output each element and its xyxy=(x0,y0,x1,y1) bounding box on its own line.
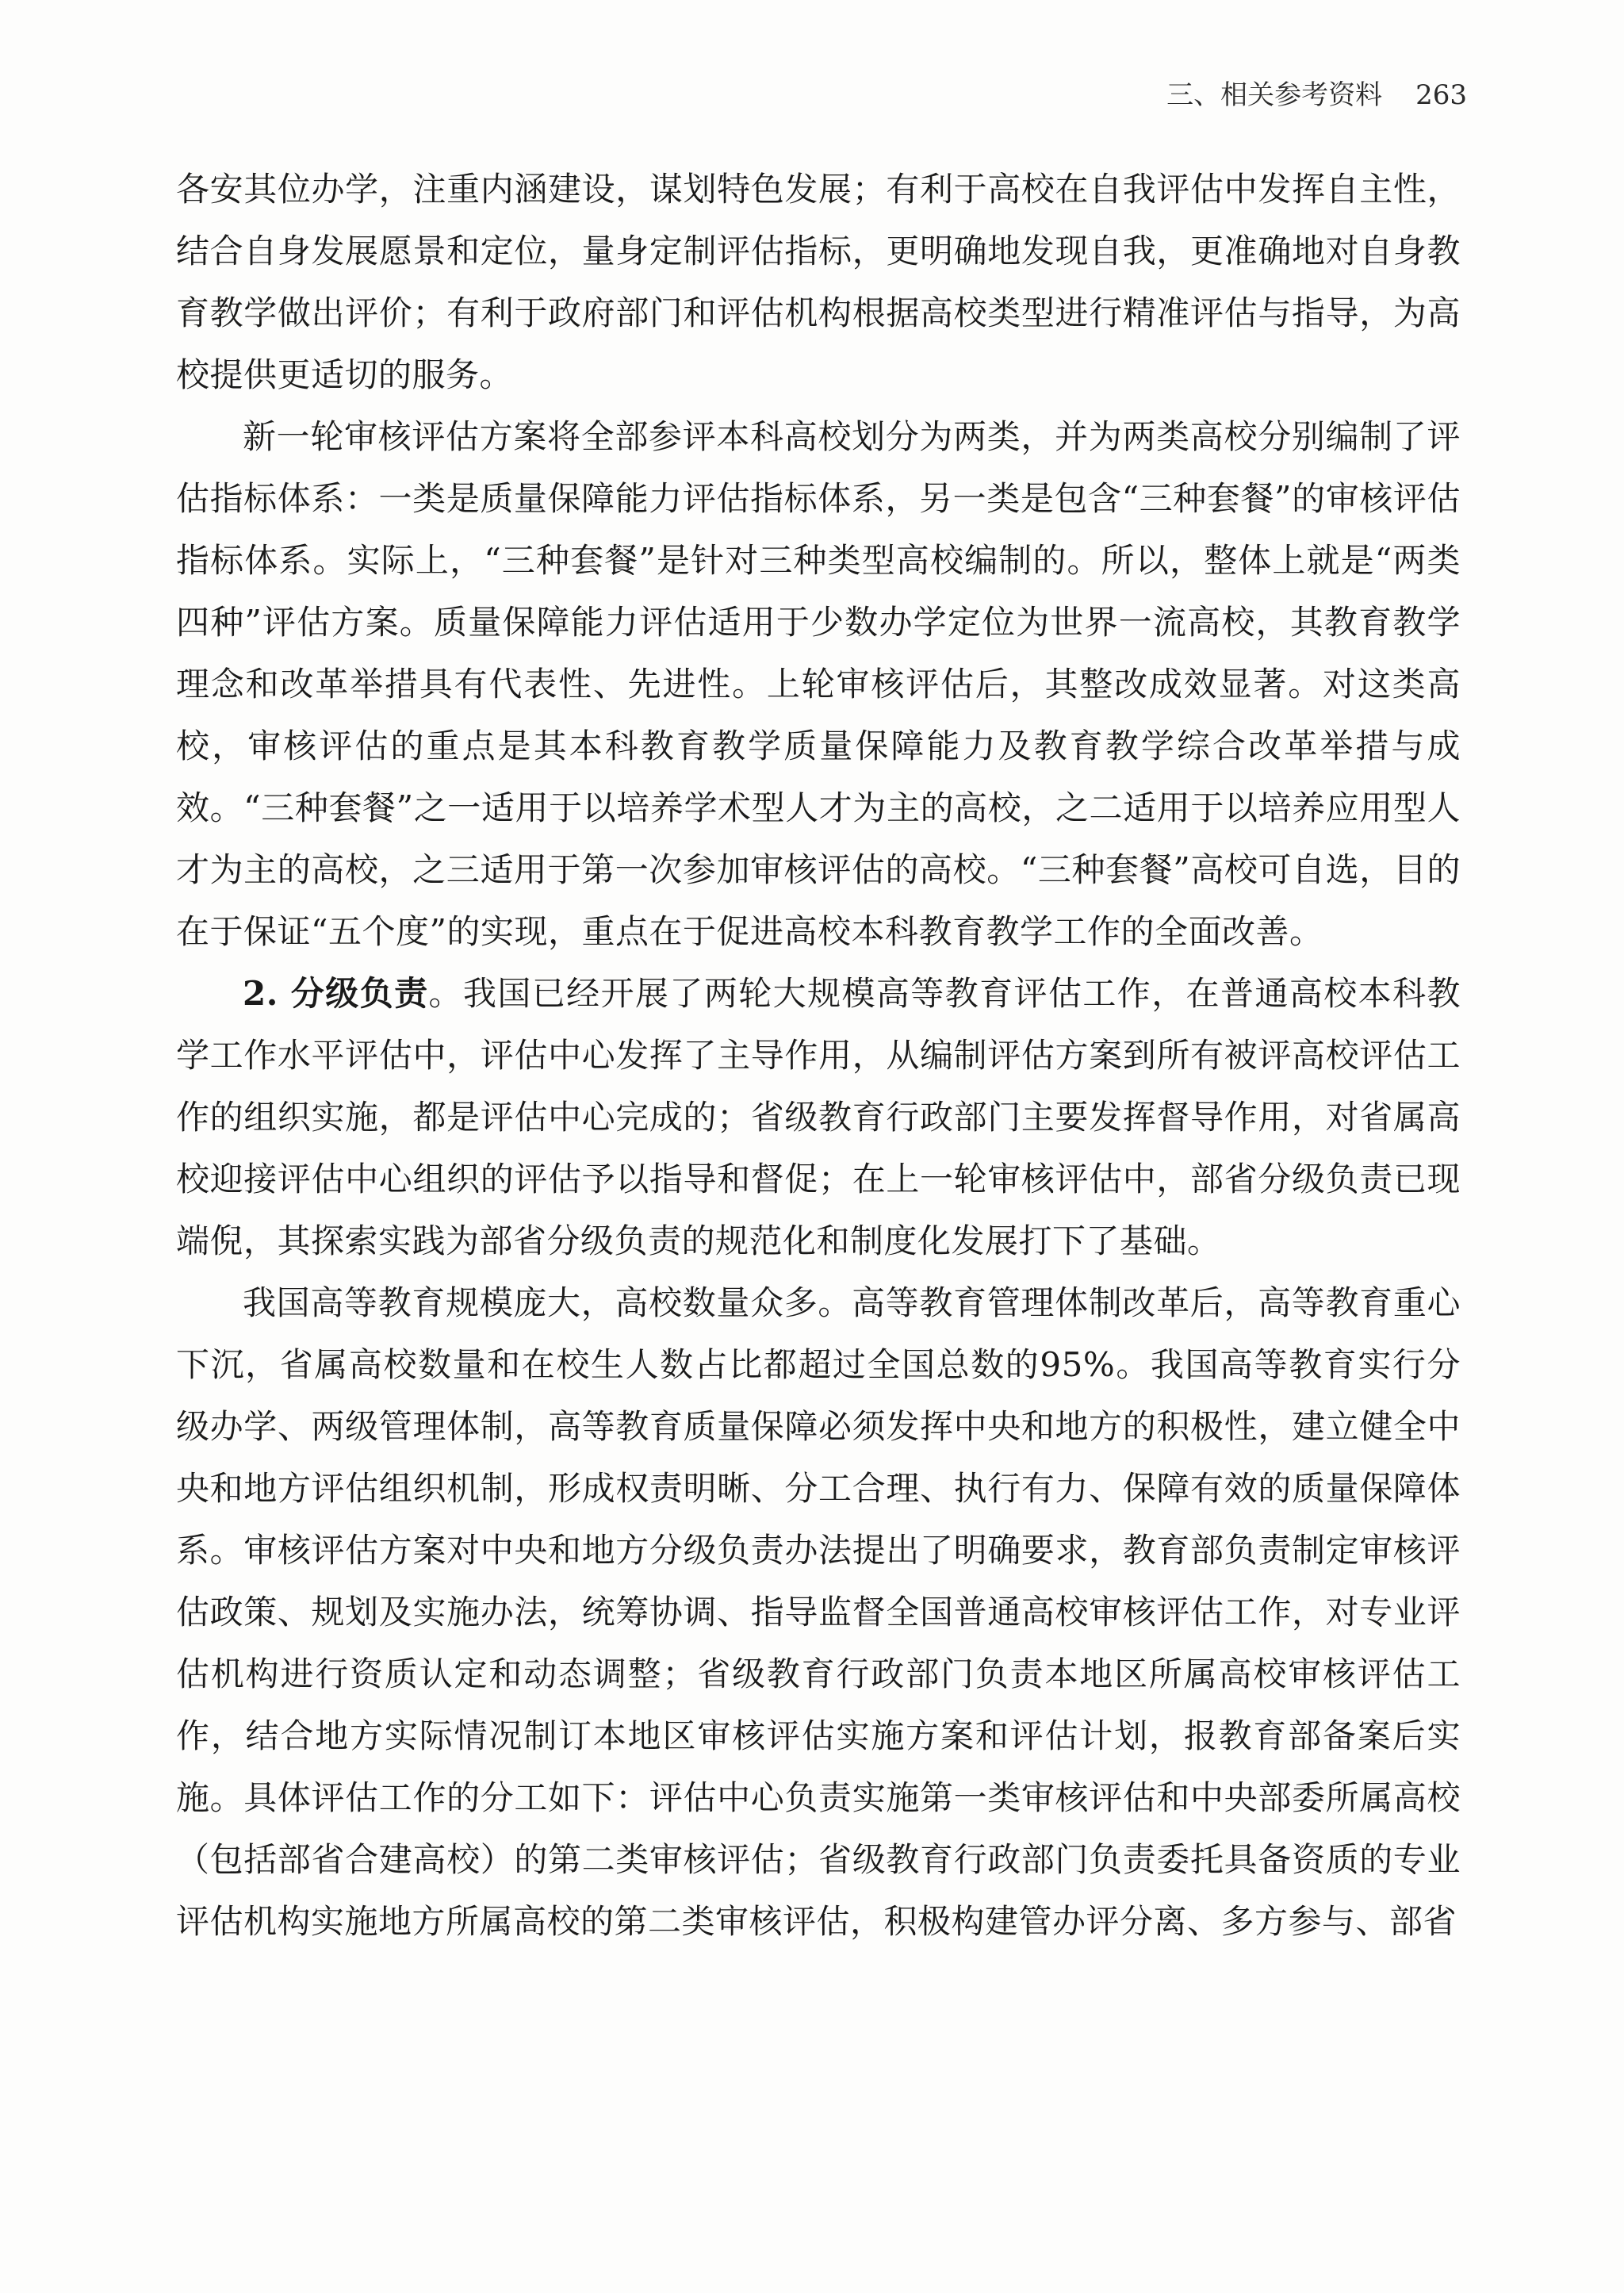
paragraph-lead-heading: 2. 分级负责 xyxy=(243,974,429,1013)
page-number: 263 xyxy=(1415,79,1467,111)
paragraph-review-scheme: 新一轮审核评估方案将全部参评本科高校划分为两类，并为两类高校分别编制了评估指标体系：一类是质量保障能力评估指标体系，另一类是包含“三种套餐”的审核评估指标体系。实际上，“三种套餐”是针对三种类型高校编制的。所以，整体上就是“两类四种”评估方案。质量保障能力评估适用于少数办学定位为世界一流高校，其教育教学理念和改革举措具有代表性、先进性。上轮审核评估后，其整改成效显著。对这类高校，审核评估的重点是其本科教育教学质量保障能力及教育教学综合改革举措与成效。“三种套餐”之一适用于以培养学术型人才为主的高校，之二适用于以培养应用型人才为主的高校，之三适用于第一次参加审核评估的高校。“三种套餐”高校可自选，目的在于保证“五个度”的实现，重点在于促进高校本科教育教学工作的全面改善。 xyxy=(176,417,1461,951)
body-text xyxy=(176,159,1461,1953)
paragraph-tiered-responsibility xyxy=(176,963,1461,1272)
paragraph-scale: 我国高等教育规模庞大，高校数量众多。高等教育管理体制改革后，高等教育重心下沉，省属高校数量和在校生人数占比都超过全国总数的95%。我国高等教育实行分级办学、两级管理体制，高等教育质量保障必须发挥中央和地方的积极性，建立健全中央和地方评估组织机制，形成权责明晰、分工合理、执行有力、保障有效的质量保障体系。审核评估方案对中央和地方分级负责办法提出了明确要求，教育部负责制定审核评估政策、规划及实施办法，统筹协调、指导监督全国普通高校审核评估工作，对专业评估机构进行资质认定和动态调整；省级教育行政部门负责本地区所属高校审核评估工作，结合地方实际情况制订本地区审核评估实施方案和评估计划，报教育部备案后实施。具体评估工作的分工如下：评估中心负责实施第一类审核评估和中央部委所属高校（包括部省合建高校）的第二类审核评估；省级教育行政部门负责委托具备资质的专业评估机构实施地方所属高校的第二类审核评估，积极构建管办评分离、多方参与、部省 xyxy=(176,1283,1461,1941)
paragraph-body: 。我国已经开展了两轮大规模高等教育评估工作，在普通高校本科教学工作水平评估中，评估中心发挥了主导作用，从编制评估方案到所有被评高校评估工作的组织实施，都是评估中心完成的；省级教育行政部门主要发挥督导作用，对省属高校迎接评估中心组织的评估予以指导和督促；在上一轮审核评估中，部省分级负责已现端倪，其探索实践为部省分级负责的规范化和制度化发展打下了基础。 xyxy=(176,974,1461,1260)
section-title: 三、相关参考资料 xyxy=(1166,79,1383,111)
paragraph-continued: 各安其位办学，注重内涵建设，谋划特色发展；有利于高校在自我评估中发挥自主性，结合自身发展愿景和定位，量身定制评估指标，更明确地发现自我，更准确地对自身教育教学做出评价；有利于政府部门和评估机构根据高校类型进行精准评估与指导，为高校提供更适切的服务。 xyxy=(176,170,1461,394)
running-header xyxy=(1166,79,1467,111)
